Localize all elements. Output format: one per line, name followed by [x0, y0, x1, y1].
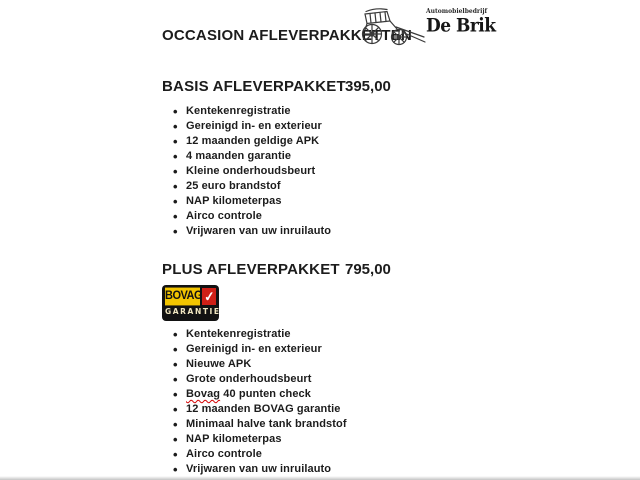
page-bottom-edge [0, 476, 640, 480]
list-item: • Vrijwaren van uw inruilauto [170, 462, 347, 477]
basis-package-name: BASIS AFLEVERPAKKET [162, 78, 346, 95]
list-item: • 25 euro brandstof [170, 179, 331, 194]
list-item: • Kentekenregistratie [170, 327, 347, 342]
dealer-subtitle: Automobielbedrijf [426, 8, 488, 15]
bovag-wordmark: BOVAG [165, 288, 200, 306]
checkmark-icon [202, 288, 216, 305]
plus-package-header [162, 261, 391, 279]
dealer-logo [360, 4, 496, 50]
checkmark-glyph: ✓ [202, 287, 216, 305]
list-item: • Grote onderhoudsbeurt [170, 372, 347, 387]
dealer-name: De Brik [426, 15, 496, 37]
list-item: • 12 maanden geldige APK [170, 134, 331, 149]
page-title: OCCASION AFLEVERPAKKETTEN [162, 27, 413, 44]
list-item: • Gereinigd in- en exterieur [170, 342, 347, 357]
list-item: • Airco controle [170, 447, 347, 462]
list-item: • Minimaal halve tank brandstof [170, 417, 347, 432]
bovag-garantie-logo [162, 285, 219, 321]
plus-package-items [170, 327, 347, 477]
list-item: • NAP kilometerpas [170, 432, 347, 447]
vintage-car-icon [360, 6, 426, 48]
misspelled-word: Bovag [186, 388, 221, 400]
plus-package-price: 795,00 [345, 261, 391, 278]
list-item: • Vrijwaren van uw inruilauto [170, 224, 331, 239]
list-item: • NAP kilometerpas [170, 194, 331, 209]
list-item: • Kentekenregistratie [170, 104, 331, 119]
basis-package-header [162, 78, 391, 96]
bovag-logo-top-row [165, 288, 216, 305]
list-item: • Gereinigd in- en exterieur [170, 119, 331, 134]
list-item-text: 40 punten check [220, 388, 311, 400]
list-item: • Airco controle [170, 209, 331, 224]
list-item: • 12 maanden BOVAG garantie [170, 402, 347, 417]
list-item: • Kleine onderhoudsbeurt [170, 164, 331, 179]
list-item: • Nieuwe APK [170, 357, 347, 372]
basis-package-items [170, 104, 331, 239]
basis-package-price: 395,00 [345, 78, 391, 95]
bovag-garantie-label: GARANTIE [165, 307, 221, 316]
list-item: • 4 maanden garantie [170, 149, 331, 164]
list-item [170, 387, 347, 402]
dealer-name-block [426, 8, 496, 37]
plus-package-name: PLUS AFLEVERPAKKET [162, 261, 340, 278]
